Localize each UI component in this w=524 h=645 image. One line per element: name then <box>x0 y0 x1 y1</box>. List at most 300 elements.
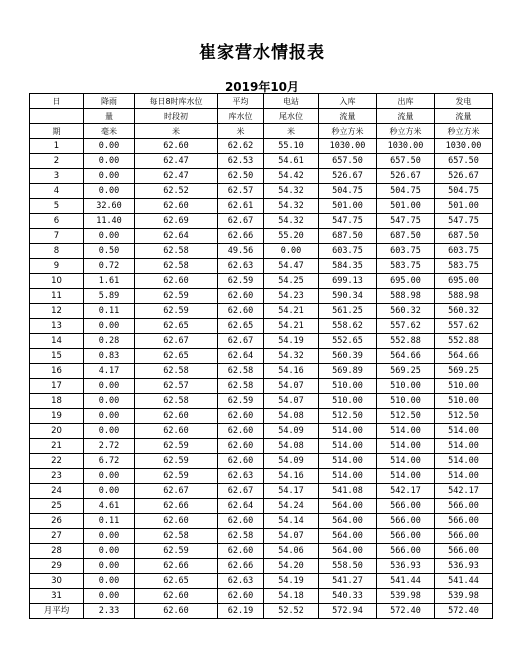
cell-day: 17 <box>30 379 84 394</box>
table-row <box>30 154 493 169</box>
cell-gen-flow: 552.88 <box>435 334 493 349</box>
report-month: 2019年10月 <box>224 80 300 94</box>
cell-avg-level: 62.50 <box>218 169 264 184</box>
cell-rainfall: 0.00 <box>84 529 135 544</box>
cell-day <box>30 109 84 124</box>
cell-inflow: 657.50 <box>319 154 377 169</box>
cell-gen-flow: 687.50 <box>435 229 493 244</box>
cell-rainfall: 4.61 <box>84 499 135 514</box>
cell-tail-level: 55.20 <box>264 229 319 244</box>
cell-tail-level: 54.61 <box>264 154 319 169</box>
cell-rainfall: 0.00 <box>84 574 135 589</box>
cell-day: 29 <box>30 559 84 574</box>
monthly-average-row <box>30 604 493 619</box>
cell-rainfall: 0.00 <box>84 379 135 394</box>
cell-outflow: 657.50 <box>377 154 435 169</box>
cell-avg-level: 62.19 <box>218 604 264 619</box>
cell-gen-flow: 566.00 <box>435 499 493 514</box>
cell-day: 30 <box>30 574 84 589</box>
cell-day: 6 <box>30 214 84 229</box>
cell-gen-flow: 504.75 <box>435 184 493 199</box>
cell-tail-level: 54.19 <box>264 574 319 589</box>
cell-day: 8 <box>30 244 84 259</box>
cell-water-level-8am: 每日8时库水位 <box>135 94 218 109</box>
table-row <box>30 424 493 439</box>
cell-tail-level: 54.08 <box>264 439 319 454</box>
cell-water-level-8am: 62.66 <box>135 559 218 574</box>
cell-avg-level: 62.59 <box>218 394 264 409</box>
cell-outflow: 514.00 <box>377 454 435 469</box>
cell-tail-level: 54.21 <box>264 319 319 334</box>
cell-avg-level: 62.60 <box>218 439 264 454</box>
cell-outflow: 510.00 <box>377 379 435 394</box>
cell-rainfall: 1.61 <box>84 274 135 289</box>
water-report-table <box>29 93 493 619</box>
cell-rainfall: 毫米 <box>84 124 135 139</box>
cell-avg-level: 62.65 <box>218 319 264 334</box>
cell-outflow: 1030.00 <box>377 139 435 154</box>
cell-inflow: 510.00 <box>319 379 377 394</box>
cell-avg-level: 62.60 <box>218 514 264 529</box>
cell-avg-level: 62.60 <box>218 289 264 304</box>
report-title: 崔家营水情报表 <box>199 43 325 63</box>
cell-day: 7 <box>30 229 84 244</box>
cell-day: 3 <box>30 169 84 184</box>
cell-gen-flow: 510.00 <box>435 379 493 394</box>
table-row <box>30 259 493 274</box>
cell-rainfall: 0.00 <box>84 544 135 559</box>
cell-water-level-8am: 62.59 <box>135 304 218 319</box>
cell-gen-flow: 发电 <box>435 94 493 109</box>
cell-inflow: 564.00 <box>319 514 377 529</box>
table-row <box>30 589 493 604</box>
cell-outflow: 572.40 <box>377 604 435 619</box>
cell-water-level-8am: 62.57 <box>135 379 218 394</box>
cell-day: 31 <box>30 589 84 604</box>
cell-tail-level: 54.07 <box>264 379 319 394</box>
cell-water-level-8am: 62.60 <box>135 514 218 529</box>
table-row <box>30 304 493 319</box>
cell-inflow: 569.89 <box>319 364 377 379</box>
table-row <box>30 319 493 334</box>
table-row <box>30 214 493 229</box>
cell-avg-level: 62.58 <box>218 379 264 394</box>
cell-inflow: 514.00 <box>319 439 377 454</box>
cell-water-level-8am: 62.58 <box>135 244 218 259</box>
cell-inflow: 501.00 <box>319 199 377 214</box>
cell-gen-flow: 566.00 <box>435 544 493 559</box>
cell-tail-level: 54.07 <box>264 394 319 409</box>
cell-inflow: 540.33 <box>319 589 377 604</box>
table-row <box>30 199 493 214</box>
cell-rainfall: 4.17 <box>84 364 135 379</box>
cell-outflow: 514.00 <box>377 469 435 484</box>
cell-inflow: 560.39 <box>319 349 377 364</box>
cell-tail-level: 0.00 <box>264 244 319 259</box>
cell-outflow: 695.00 <box>377 274 435 289</box>
cell-rainfall: 0.00 <box>84 139 135 154</box>
cell-outflow: 541.44 <box>377 574 435 589</box>
cell-tail-level: 54.09 <box>264 424 319 439</box>
cell-water-level-8am: 62.58 <box>135 529 218 544</box>
cell-rainfall: 0.00 <box>84 229 135 244</box>
table-row <box>30 454 493 469</box>
cell-inflow: 514.00 <box>319 424 377 439</box>
cell-inflow: 558.62 <box>319 319 377 334</box>
cell-avg-level: 库水位 <box>218 109 264 124</box>
cell-rainfall: 0.00 <box>84 319 135 334</box>
cell-gen-flow: 流量 <box>435 109 493 124</box>
cell-gen-flow: 1030.00 <box>435 139 493 154</box>
cell-inflow: 552.65 <box>319 334 377 349</box>
cell-gen-flow: 583.75 <box>435 259 493 274</box>
cell-gen-flow: 569.25 <box>435 364 493 379</box>
cell-day: 12 <box>30 304 84 319</box>
cell-rainfall: 0.00 <box>84 484 135 499</box>
cell-water-level-8am: 62.59 <box>135 454 218 469</box>
cell-outflow: 536.93 <box>377 559 435 574</box>
cell-rainfall: 0.50 <box>84 244 135 259</box>
header-row <box>30 109 493 124</box>
cell-outflow: 514.00 <box>377 439 435 454</box>
cell-inflow: 584.35 <box>319 259 377 274</box>
cell-tail-level: 尾水位 <box>264 109 319 124</box>
cell-water-level-8am: 62.60 <box>135 139 218 154</box>
cell-tail-level: 54.18 <box>264 589 319 604</box>
cell-gen-flow: 秒立方米 <box>435 124 493 139</box>
cell-water-level-8am: 62.60 <box>135 409 218 424</box>
cell-avg-level: 62.66 <box>218 229 264 244</box>
cell-avg-level: 62.60 <box>218 304 264 319</box>
header-row <box>30 94 493 109</box>
cell-gen-flow: 603.75 <box>435 244 493 259</box>
cell-day: 21 <box>30 439 84 454</box>
cell-day: 24 <box>30 484 84 499</box>
cell-outflow: 547.75 <box>377 214 435 229</box>
cell-water-level-8am: 62.65 <box>135 319 218 334</box>
cell-day: 16 <box>30 364 84 379</box>
table-row <box>30 379 493 394</box>
table-row <box>30 274 493 289</box>
cell-tail-level: 55.10 <box>264 139 319 154</box>
cell-day: 25 <box>30 499 84 514</box>
cell-gen-flow: 566.00 <box>435 529 493 544</box>
cell-day: 23 <box>30 469 84 484</box>
cell-outflow: 514.00 <box>377 424 435 439</box>
cell-water-level-8am: 62.58 <box>135 394 218 409</box>
cell-gen-flow: 501.00 <box>435 199 493 214</box>
table-row <box>30 184 493 199</box>
cell-tail-level: 54.08 <box>264 409 319 424</box>
cell-gen-flow: 547.75 <box>435 214 493 229</box>
cell-gen-flow: 566.00 <box>435 514 493 529</box>
cell-outflow: 603.75 <box>377 244 435 259</box>
cell-tail-level: 54.07 <box>264 529 319 544</box>
cell-day: 9 <box>30 259 84 274</box>
cell-tail-level: 54.17 <box>264 484 319 499</box>
cell-tail-level: 52.52 <box>264 604 319 619</box>
cell-day: 月平均 <box>30 604 84 619</box>
cell-tail-level: 54.21 <box>264 304 319 319</box>
cell-water-level-8am: 62.65 <box>135 574 218 589</box>
cell-avg-level: 62.62 <box>218 139 264 154</box>
table-row <box>30 289 493 304</box>
cell-rainfall: 0.28 <box>84 334 135 349</box>
cell-day: 10 <box>30 274 84 289</box>
cell-avg-level: 62.60 <box>218 409 264 424</box>
header-row <box>30 124 493 139</box>
cell-tail-level: 米 <box>264 124 319 139</box>
cell-tail-level: 54.19 <box>264 334 319 349</box>
cell-inflow: 541.08 <box>319 484 377 499</box>
cell-avg-level: 62.66 <box>218 559 264 574</box>
cell-gen-flow: 542.17 <box>435 484 493 499</box>
cell-inflow: 504.75 <box>319 184 377 199</box>
cell-rainfall: 0.00 <box>84 424 135 439</box>
cell-water-level-8am: 62.64 <box>135 229 218 244</box>
cell-inflow: 590.34 <box>319 289 377 304</box>
cell-rainfall: 降雨 <box>84 94 135 109</box>
cell-avg-level: 62.57 <box>218 184 264 199</box>
cell-avg-level: 米 <box>218 124 264 139</box>
cell-tail-level: 54.09 <box>264 454 319 469</box>
cell-gen-flow: 512.50 <box>435 409 493 424</box>
cell-rainfall: 0.00 <box>84 589 135 604</box>
cell-tail-level: 54.32 <box>264 349 319 364</box>
cell-water-level-8am: 62.59 <box>135 289 218 304</box>
cell-avg-level: 62.60 <box>218 424 264 439</box>
cell-avg-level: 62.60 <box>218 589 264 604</box>
table-row <box>30 574 493 589</box>
cell-outflow: 564.66 <box>377 349 435 364</box>
cell-tail-level: 电站 <box>264 94 319 109</box>
cell-day: 14 <box>30 334 84 349</box>
cell-day: 20 <box>30 424 84 439</box>
cell-avg-level: 62.63 <box>218 259 264 274</box>
cell-inflow: 510.00 <box>319 394 377 409</box>
cell-water-level-8am: 62.60 <box>135 424 218 439</box>
cell-gen-flow: 560.32 <box>435 304 493 319</box>
cell-water-level-8am: 62.65 <box>135 349 218 364</box>
table-row <box>30 469 493 484</box>
cell-rainfall: 32.60 <box>84 199 135 214</box>
table-row <box>30 244 493 259</box>
cell-tail-level: 54.20 <box>264 559 319 574</box>
cell-water-level-8am: 62.60 <box>135 589 218 604</box>
cell-outflow: 588.98 <box>377 289 435 304</box>
cell-rainfall: 0.00 <box>84 469 135 484</box>
cell-avg-level: 62.67 <box>218 334 264 349</box>
table-row <box>30 439 493 454</box>
cell-inflow: 514.00 <box>319 454 377 469</box>
cell-day: 19 <box>30 409 84 424</box>
cell-water-level-8am: 62.66 <box>135 499 218 514</box>
cell-day: 2 <box>30 154 84 169</box>
cell-gen-flow: 514.00 <box>435 424 493 439</box>
cell-outflow: 566.00 <box>377 544 435 559</box>
cell-inflow: 541.27 <box>319 574 377 589</box>
table-row <box>30 139 493 154</box>
cell-tail-level: 54.24 <box>264 499 319 514</box>
cell-rainfall: 5.89 <box>84 289 135 304</box>
cell-rainfall: 2.72 <box>84 439 135 454</box>
cell-tail-level: 54.16 <box>264 364 319 379</box>
cell-outflow: 560.32 <box>377 304 435 319</box>
cell-avg-level: 49.56 <box>218 244 264 259</box>
cell-outflow: 552.88 <box>377 334 435 349</box>
cell-day: 22 <box>30 454 84 469</box>
cell-day: 1 <box>30 139 84 154</box>
cell-rainfall: 0.00 <box>84 184 135 199</box>
cell-day: 11 <box>30 289 84 304</box>
cell-rainfall: 11.40 <box>84 214 135 229</box>
cell-inflow: 603.75 <box>319 244 377 259</box>
cell-tail-level: 54.32 <box>264 214 319 229</box>
cell-rainfall: 量 <box>84 109 135 124</box>
cell-rainfall: 0.11 <box>84 514 135 529</box>
cell-inflow: 561.25 <box>319 304 377 319</box>
cell-water-level-8am: 62.67 <box>135 334 218 349</box>
cell-outflow: 510.00 <box>377 394 435 409</box>
cell-water-level-8am: 62.60 <box>135 604 218 619</box>
cell-day: 4 <box>30 184 84 199</box>
cell-tail-level: 54.06 <box>264 544 319 559</box>
cell-water-level-8am: 62.52 <box>135 184 218 199</box>
cell-gen-flow: 514.00 <box>435 439 493 454</box>
cell-avg-level: 62.58 <box>218 529 264 544</box>
cell-avg-level: 62.61 <box>218 199 264 214</box>
cell-tail-level: 54.42 <box>264 169 319 184</box>
cell-outflow: 557.62 <box>377 319 435 334</box>
cell-avg-level: 62.60 <box>218 454 264 469</box>
cell-rainfall: 0.00 <box>84 409 135 424</box>
cell-day: 28 <box>30 544 84 559</box>
cell-outflow: 501.00 <box>377 199 435 214</box>
table-row <box>30 364 493 379</box>
cell-avg-level: 62.58 <box>218 364 264 379</box>
cell-inflow: 547.75 <box>319 214 377 229</box>
table-row <box>30 394 493 409</box>
cell-rainfall: 0.11 <box>84 304 135 319</box>
cell-avg-level: 62.59 <box>218 274 264 289</box>
cell-day: 27 <box>30 529 84 544</box>
cell-water-level-8am: 62.59 <box>135 469 218 484</box>
cell-outflow: 542.17 <box>377 484 435 499</box>
cell-outflow: 687.50 <box>377 229 435 244</box>
cell-gen-flow: 536.93 <box>435 559 493 574</box>
cell-avg-level: 62.63 <box>218 469 264 484</box>
cell-day: 日 <box>30 94 84 109</box>
cell-water-level-8am: 62.58 <box>135 364 218 379</box>
cell-tail-level: 54.32 <box>264 184 319 199</box>
cell-day: 26 <box>30 514 84 529</box>
cell-rainfall: 0.00 <box>84 154 135 169</box>
cell-gen-flow: 657.50 <box>435 154 493 169</box>
cell-inflow: 秒立方米 <box>319 124 377 139</box>
cell-water-level-8am: 62.47 <box>135 154 218 169</box>
cell-inflow: 564.00 <box>319 529 377 544</box>
cell-gen-flow: 514.00 <box>435 469 493 484</box>
cell-inflow: 564.00 <box>319 499 377 514</box>
cell-outflow: 566.00 <box>377 499 435 514</box>
cell-inflow: 流量 <box>319 109 377 124</box>
cell-water-level-8am: 62.67 <box>135 484 218 499</box>
table-row <box>30 484 493 499</box>
cell-day: 5 <box>30 199 84 214</box>
cell-gen-flow: 541.44 <box>435 574 493 589</box>
cell-inflow: 入库 <box>319 94 377 109</box>
cell-inflow: 687.50 <box>319 229 377 244</box>
table-row <box>30 559 493 574</box>
cell-outflow: 504.75 <box>377 184 435 199</box>
cell-water-level-8am: 62.59 <box>135 439 218 454</box>
cell-avg-level: 62.67 <box>218 214 264 229</box>
table-row <box>30 409 493 424</box>
cell-inflow: 564.00 <box>319 544 377 559</box>
cell-tail-level: 54.16 <box>264 469 319 484</box>
cell-tail-level: 54.14 <box>264 514 319 529</box>
cell-rainfall: 0.00 <box>84 559 135 574</box>
cell-gen-flow: 514.00 <box>435 454 493 469</box>
cell-inflow: 558.50 <box>319 559 377 574</box>
cell-gen-flow: 526.67 <box>435 169 493 184</box>
cell-avg-level: 62.60 <box>218 544 264 559</box>
cell-gen-flow: 695.00 <box>435 274 493 289</box>
cell-water-level-8am: 62.60 <box>135 274 218 289</box>
table-row <box>30 349 493 364</box>
cell-inflow: 699.13 <box>319 274 377 289</box>
table-row <box>30 514 493 529</box>
cell-gen-flow: 539.98 <box>435 589 493 604</box>
cell-tail-level: 54.23 <box>264 289 319 304</box>
cell-outflow: 流量 <box>377 109 435 124</box>
cell-water-level-8am: 62.47 <box>135 169 218 184</box>
cell-rainfall: 6.72 <box>84 454 135 469</box>
table-row <box>30 334 493 349</box>
cell-outflow: 512.50 <box>377 409 435 424</box>
cell-gen-flow: 588.98 <box>435 289 493 304</box>
cell-avg-level: 平均 <box>218 94 264 109</box>
cell-inflow: 572.94 <box>319 604 377 619</box>
cell-outflow: 566.00 <box>377 529 435 544</box>
cell-inflow: 526.67 <box>319 169 377 184</box>
cell-rainfall: 2.33 <box>84 604 135 619</box>
table-row <box>30 499 493 514</box>
cell-gen-flow: 557.62 <box>435 319 493 334</box>
cell-outflow: 秒立方米 <box>377 124 435 139</box>
cell-outflow: 526.67 <box>377 169 435 184</box>
cell-outflow: 出库 <box>377 94 435 109</box>
table-row <box>30 229 493 244</box>
cell-water-level-8am: 62.69 <box>135 214 218 229</box>
cell-avg-level: 62.67 <box>218 484 264 499</box>
cell-rainfall: 0.00 <box>84 169 135 184</box>
cell-water-level-8am: 62.59 <box>135 544 218 559</box>
cell-tail-level: 54.25 <box>264 274 319 289</box>
cell-avg-level: 62.64 <box>218 499 264 514</box>
cell-tail-level: 54.47 <box>264 259 319 274</box>
cell-day: 期 <box>30 124 84 139</box>
cell-inflow: 1030.00 <box>319 139 377 154</box>
cell-avg-level: 62.64 <box>218 349 264 364</box>
cell-avg-level: 62.63 <box>218 574 264 589</box>
table-row <box>30 529 493 544</box>
cell-gen-flow: 564.66 <box>435 349 493 364</box>
cell-tail-level: 54.32 <box>264 199 319 214</box>
cell-water-level-8am: 米 <box>135 124 218 139</box>
cell-outflow: 583.75 <box>377 259 435 274</box>
cell-water-level-8am: 时段初 <box>135 109 218 124</box>
